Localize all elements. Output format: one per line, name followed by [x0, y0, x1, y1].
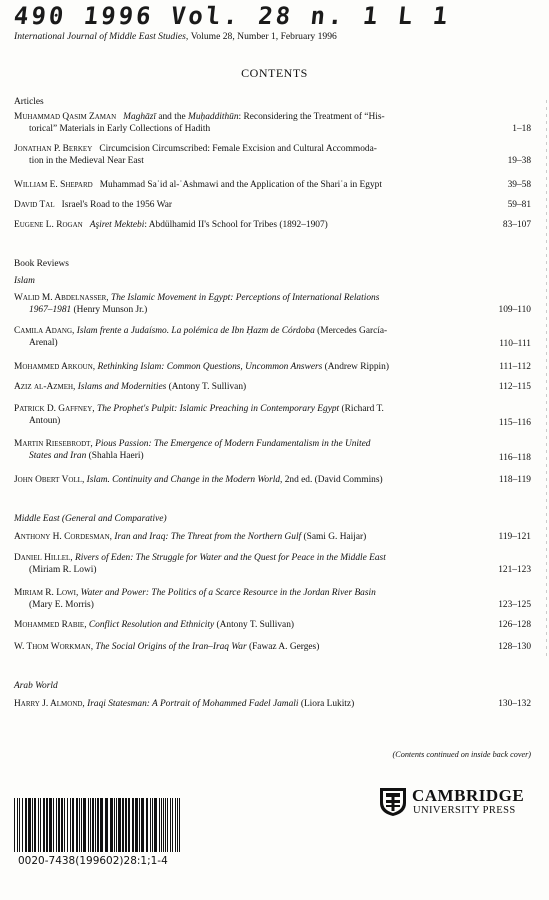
- barcode-icon: [12, 798, 184, 854]
- review-pages: 112–115: [498, 382, 531, 392]
- review-entry: [14, 619, 454, 631]
- reviews-heading: Book Reviews: [14, 259, 69, 269]
- review-group-heading: Middle East (General and Comparative): [14, 514, 167, 524]
- review-entry: [14, 587, 454, 611]
- article-title-continued: torical” Materials in Early Collections of Hadith: [29, 124, 211, 134]
- article-title-italic: Maghāzī: [123, 112, 156, 122]
- review-title: 1967–1981: [29, 305, 72, 315]
- review-group-heading: Islam: [14, 276, 35, 286]
- review-title: The Islamic Movement in Egypt: Perceptions of International Relations: [108, 293, 380, 303]
- article-title: : Abdülhamid II's School for Tribes (1892–1907): [144, 220, 328, 230]
- review-author: Camila Adang,: [14, 326, 75, 336]
- barcode: [8, 790, 188, 874]
- review-title: Water and Power: The Politics of a Scarce Resource in the Jordan River Basin: [78, 588, 376, 598]
- review-author: Daniel Hillel,: [14, 553, 73, 563]
- publisher-press: UNIVERSITY PRESS: [413, 805, 516, 816]
- review-author: Patrick D. Gaffney,: [14, 404, 95, 414]
- review-reviewer: (Sami G. Haijar): [301, 532, 367, 542]
- review-entry: [14, 474, 454, 486]
- review-reviewer: (Miriam R. Lowi): [29, 565, 97, 575]
- article-entry: [14, 143, 454, 167]
- article-author: Eugene L. Rogan: [14, 220, 83, 230]
- review-title: Pious Passion: The Emergence of Modern Fundamentalism in the United: [92, 439, 371, 449]
- journal-issue: Volume 28, Number 1, February 1996: [190, 31, 337, 42]
- review-entry: [14, 381, 454, 393]
- review-title: Rivers of Eden: The Struggle for Water and the Quest for Peace in the Middle East: [72, 553, 386, 563]
- review-entry: [14, 641, 454, 653]
- review-pages: 126–128: [498, 620, 531, 630]
- article-title: Circumcision Circumscribed: Female Excision and Cultural Accommoda-: [99, 144, 377, 154]
- review-pages: 115–116: [498, 418, 531, 428]
- article-title-italic: Muḥaddithūn: [188, 112, 239, 122]
- article-pages: 83–107: [502, 220, 531, 230]
- review-title: The Social Origins of the Iran–Iraq War: [93, 642, 247, 652]
- articles-heading: Articles: [14, 97, 44, 107]
- publisher-name: CAMBRIDGE: [412, 786, 525, 805]
- review-title: Islams and Modernities: [75, 382, 167, 392]
- review-author: Miriam R. Lowi,: [14, 588, 79, 598]
- barcode-number: 0020-7438(199602)28:1;1-4: [18, 855, 168, 867]
- review-pages: 118–119: [498, 475, 531, 485]
- continued-note: (Contents continued on inside back cover): [392, 750, 531, 759]
- review-author: Mohammed Arkoun,: [14, 362, 96, 372]
- review-title: Islam frente a Judaísmo. La polémica de Ibn Ḥazm de Córdoba: [74, 326, 315, 336]
- article-author: Muhammad Qasim Zaman: [14, 112, 117, 122]
- review-author: Walid M. Abdelnasser,: [14, 293, 109, 303]
- article-entry: [14, 199, 454, 211]
- review-title: Rethinking Islam: Common Questions, Uncommon Answers: [95, 362, 323, 372]
- review-pages: 109–110: [498, 305, 531, 315]
- review-reviewer: (Andrew Rippin): [322, 362, 389, 372]
- review-title: Iraqi Statesman: A Portrait of Mohammed Fadel Jamali: [84, 699, 299, 709]
- review-entry: [14, 292, 454, 316]
- review-entry: [14, 698, 454, 710]
- page-title: CONTENTS: [241, 66, 308, 80]
- review-title: Iran and Iraq: The Threat from the Northern Gulf: [112, 532, 302, 542]
- review-reviewer: (Liora Lukitz): [298, 699, 355, 709]
- review-entry: [14, 552, 454, 576]
- article-author: David Tal: [14, 200, 55, 210]
- review-title: The Prophet's Pulpit: Islamic Preaching in Contemporary Egypt: [94, 404, 340, 414]
- review-author: Aziz al-Azmeh,: [14, 382, 76, 392]
- review-author: Anthony H. Cordesman,: [14, 532, 113, 542]
- review-entry: [14, 361, 454, 373]
- review-pages: 116–118: [498, 453, 531, 463]
- review-author: John Obert Voll,: [14, 475, 85, 485]
- review-author: Martin Riesebrodt,: [14, 439, 93, 449]
- review-author: Harry J. Almond,: [14, 699, 85, 709]
- review-pages: 119–121: [498, 532, 531, 542]
- review-author: W. Thom Workman,: [14, 642, 94, 652]
- review-reviewer: (Henry Munson Jr.): [71, 305, 148, 315]
- review-entry: [14, 531, 454, 543]
- review-reviewer: (Antony T. Sullivan): [214, 620, 295, 630]
- cambridge-shield-icon: [379, 787, 407, 817]
- article-author: Jonathan P. Berkey: [14, 144, 93, 154]
- review-reviewer: Antoun): [29, 416, 61, 426]
- review-title: Conflict Resolution and Ethnicity: [86, 620, 215, 630]
- article-entry: [14, 219, 454, 231]
- article-title: Israel's Road to the 1956 War: [61, 200, 173, 210]
- review-pages: 110–111: [499, 339, 531, 349]
- review-reviewer: 2nd ed. (David Commins): [282, 475, 383, 485]
- journal-header: [14, 31, 337, 42]
- review-entry: [14, 325, 454, 349]
- publisher-logo: [379, 787, 539, 819]
- article-title-italic: Aşiret Mektebi: [89, 220, 145, 230]
- review-group-heading: Arab World: [14, 681, 58, 691]
- review-reviewer: (Fawaz A. Gerges): [246, 642, 320, 652]
- review-reviewer: (Richard T.: [339, 404, 384, 414]
- review-pages: 130–132: [498, 699, 531, 709]
- article-author: William E. Shepard: [14, 180, 93, 190]
- review-pages: 128–130: [498, 642, 531, 652]
- review-entry: [14, 403, 454, 427]
- review-pages: 123–125: [498, 600, 531, 610]
- article-pages: 59–81: [507, 200, 531, 210]
- page-edge-texture: [546, 100, 547, 660]
- handwritten-annotation: 490 1996 Vol. 28 n. 1 L 1: [12, 2, 452, 30]
- review-reviewer: Arenal): [29, 338, 58, 348]
- article-pages: 19–38: [507, 156, 531, 166]
- article-entry: [14, 111, 454, 135]
- article-title: and the: [155, 112, 189, 122]
- review-reviewer: (Antony T. Sullivan): [166, 382, 247, 392]
- review-title: Islam. Continuity and Change in the Modern World,: [84, 475, 283, 485]
- review-reviewer: (Shahla Haeri): [86, 451, 144, 461]
- review-entry: [14, 438, 454, 462]
- review-reviewer: (Mary E. Morris): [29, 600, 94, 610]
- journal-name: International Journal of Middle East Studies,: [14, 31, 189, 42]
- review-pages: 121–123: [498, 565, 531, 575]
- article-title: : Reconsidering the Treatment of “His-: [238, 112, 385, 122]
- review-author: Mohammed Rabie,: [14, 620, 87, 630]
- review-pages: 111–112: [499, 362, 531, 372]
- review-reviewer: (Mercedes García-: [314, 326, 388, 336]
- article-entry: [14, 179, 454, 191]
- article-title-continued: tion in the Medieval Near East: [29, 156, 144, 166]
- review-title: States and Iran: [29, 451, 87, 461]
- article-pages: 39–58: [507, 180, 531, 190]
- article-pages: 1–18: [512, 124, 531, 134]
- article-title: Muhammad Saʿid al-ʿAshmawi and the Application of the Shariʿa in Egypt: [99, 180, 382, 190]
